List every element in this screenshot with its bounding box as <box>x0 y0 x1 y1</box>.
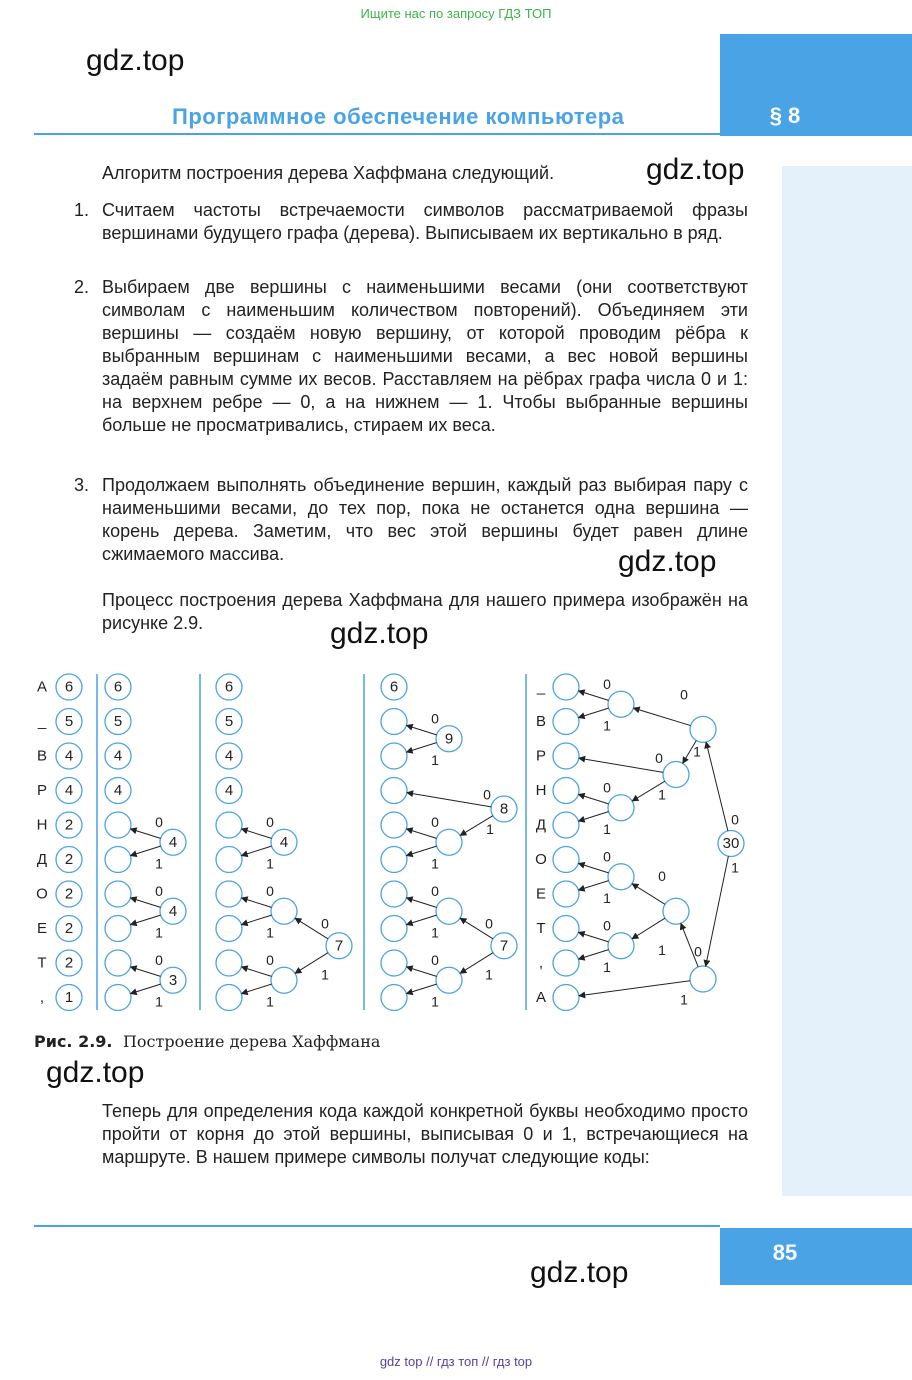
edge-label: 1 <box>431 752 439 768</box>
symbol-label: Д <box>36 851 48 868</box>
edge-label: 1 <box>603 959 611 975</box>
huffman-figure <box>0 660 780 1020</box>
tree-edge <box>241 984 271 993</box>
node-weight: 30 <box>722 835 740 852</box>
edge-label: 0 <box>266 883 274 899</box>
symbol-label: В <box>535 713 547 730</box>
edge-label: 1 <box>486 821 494 837</box>
watermark: gdz.top <box>618 545 717 578</box>
tree-edge <box>578 708 608 717</box>
tree-edge <box>579 758 663 772</box>
node-weight: 7 <box>334 937 344 955</box>
figure-caption <box>34 1032 380 1052</box>
edge-label: 0 <box>731 811 739 828</box>
symbol-label: Р <box>535 747 547 765</box>
node-weight: 4 <box>168 902 178 920</box>
node-weight: 2 <box>64 954 74 972</box>
edge-label: 1 <box>155 993 163 1010</box>
merged-node <box>608 933 634 959</box>
node-weight: 2 <box>64 920 74 937</box>
edge-label: 0 <box>155 952 163 968</box>
step-number: 2. <box>74 277 90 297</box>
header-rule <box>34 133 720 135</box>
step-text: Считаем частоты встречаемости символов рассматриваемой фразы вершинами будущего графа (дерева). Выписываем их вертикально в ряд. <box>102 200 748 243</box>
leaf-node <box>553 881 579 907</box>
page-number: 85 <box>772 1240 798 1265</box>
edge-label: 0 <box>266 814 274 830</box>
leaf-node <box>105 916 131 942</box>
symbol-label: А <box>535 989 547 1006</box>
tree-edge <box>406 743 436 752</box>
leaf-node <box>105 881 131 907</box>
edge-label: 1 <box>431 993 439 1010</box>
tree-edge <box>130 967 160 976</box>
section-number: § 8 <box>769 103 801 128</box>
node-weight: 6 <box>64 678 74 696</box>
leaf-node <box>105 812 131 838</box>
leaf-node <box>553 985 579 1011</box>
leaf-node <box>381 812 407 838</box>
tree-edge <box>633 708 690 726</box>
caption-label: Рис. 2.9. <box>34 1032 113 1051</box>
leaf-node <box>381 950 407 976</box>
node-weight: 4 <box>279 833 289 851</box>
tree-edge <box>130 984 160 993</box>
step-text: Выбираем две вершины с наименьшими весами (они соответствуют символам с наименьшим количеством повторений). Объединяем эти вершины — создаём новую вершину, от которой проводим рёбра к выбранным вершинам с наименьшими весами, а вес новой вершины задаём равным сумме их весов. Расставляем на рёбрах графа числа 0 и 1: на верхнем ребре — 0, а на нижнем — 1. Чтобы выбранные вершины больше не просматривались, стираем их веса. <box>102 277 748 435</box>
node-weight: 4 <box>113 747 123 765</box>
leaf-node <box>553 950 579 976</box>
node-weight: 4 <box>168 833 178 851</box>
tree-edge <box>130 829 160 838</box>
leaf-node <box>216 916 242 942</box>
leaf-node <box>216 950 242 976</box>
node-weight: 1 <box>64 989 74 1006</box>
edge-label: 0 <box>266 952 274 968</box>
leaf-node <box>553 743 579 769</box>
node-weight: 6 <box>113 678 123 696</box>
tree-edge <box>578 881 608 890</box>
node-weight: 2 <box>64 885 74 903</box>
tree-edge <box>706 742 728 831</box>
edge-label: 0 <box>431 710 439 727</box>
edge-label: 1 <box>155 855 163 872</box>
edge-label: 1 <box>266 993 274 1010</box>
merged-node <box>663 762 689 788</box>
watermark: gdz.top <box>86 44 185 77</box>
node-weight: 5 <box>224 713 234 730</box>
merged-node <box>436 967 462 993</box>
node-weight: 8 <box>499 800 509 818</box>
edge-label: 1 <box>266 924 274 941</box>
edge-label: 0 <box>483 786 491 803</box>
leaf-node <box>381 778 407 804</box>
step-number: 3. <box>74 475 90 495</box>
tree-edge <box>578 812 608 821</box>
tree-edge <box>406 984 436 993</box>
top-banner[interactable]: Ищите нас по запросу ГДЗ ТОП <box>360 6 552 21</box>
tree-edge <box>241 967 271 976</box>
symbol-label: Д <box>535 816 547 834</box>
edge-label: 1 <box>603 821 611 837</box>
edge-label: 0 <box>321 915 329 932</box>
symbol-label: Н <box>535 782 547 799</box>
symbol-label: Е <box>36 920 48 937</box>
symbol-label: Т <box>37 954 47 972</box>
edge-label: 0 <box>655 750 663 766</box>
leaf-node <box>553 674 579 700</box>
caption-text: Построение дерева Хаффмана <box>122 1032 381 1051</box>
tree-edge <box>130 898 160 907</box>
edge-label: 0 <box>431 952 439 968</box>
tree-edge <box>578 950 608 959</box>
merged-node <box>690 716 716 742</box>
edge-label: 0 <box>603 676 611 692</box>
edge-label: 0 <box>431 814 439 830</box>
edge-label: 0 <box>680 686 688 703</box>
symbol-label: , <box>538 954 544 972</box>
step-text: Продолжаем выполнять объединение вершин, каждый раз выбирая пару с наименьшими весами, до тех пор, пока не останется одна вершина — корень дерева. Заметим, что вес этой вершины будет равен длине сжимаемого массива. <box>102 475 748 564</box>
edge-label: 1 <box>658 941 666 958</box>
tree-edge <box>406 725 436 734</box>
node-weight: 7 <box>499 937 509 955</box>
footer-rule <box>34 1225 720 1227</box>
node-weight: 2 <box>64 851 74 868</box>
tree-edge <box>241 829 271 838</box>
edge-label: 1 <box>431 855 439 872</box>
tree-edge <box>241 915 271 924</box>
edge-label: 0 <box>694 943 702 960</box>
leaf-node <box>381 743 407 769</box>
edge-label: 1 <box>431 924 439 941</box>
node-weight: 4 <box>64 782 74 799</box>
edge-label: 0 <box>431 883 439 899</box>
symbol-label: А <box>36 678 48 696</box>
tree-edge <box>407 793 491 807</box>
leaf-node <box>381 916 407 942</box>
symbol-label: Р <box>36 782 48 799</box>
tree-edge <box>578 794 608 803</box>
edge-label: 0 <box>155 883 163 899</box>
symbol-label: Е <box>535 885 547 903</box>
leaf-node <box>553 778 579 804</box>
leaf-node <box>216 812 242 838</box>
symbol-label: Т <box>536 920 546 937</box>
tree-edge <box>406 898 436 907</box>
leaf-node <box>553 847 579 873</box>
node-weight: 4 <box>64 747 74 765</box>
tree-edge <box>406 915 436 924</box>
edge-label: 1 <box>603 717 611 734</box>
leaf-node <box>381 881 407 907</box>
edge-label: 1 <box>485 966 493 983</box>
symbol-label: В <box>36 747 48 765</box>
merged-node <box>608 864 634 890</box>
footer-links[interactable]: gdz top // гдз топ // гдз top <box>379 1354 533 1369</box>
node-weight: 4 <box>224 782 234 799</box>
leaf-node <box>216 881 242 907</box>
tree-edge <box>130 915 160 924</box>
leaf-node <box>216 985 242 1011</box>
edge-label: 1 <box>321 966 329 983</box>
watermark: gdz.top <box>46 1056 145 1089</box>
edge-label: 1 <box>266 855 274 872</box>
symbol-label: , <box>39 989 45 1006</box>
leaf-node <box>553 916 579 942</box>
symbol-label: О <box>535 851 547 868</box>
node-weight: 2 <box>64 816 74 834</box>
edge-label: 0 <box>603 779 611 796</box>
conclusion-text: Теперь для определения кода каждой конкретной буквы необходимо просто пройти от корня до этой вершины, выписывая 0 и 1, встречающиеся на маршруте. В нашем примере символы получат следующие коды: <box>102 1101 748 1167</box>
side-panel <box>782 166 912 1196</box>
edge-label: 0 <box>155 814 163 830</box>
leaf-node <box>381 985 407 1011</box>
leaf-node <box>105 847 131 873</box>
leaf-node <box>381 709 407 735</box>
tree-edge <box>406 967 436 976</box>
merged-node <box>690 966 716 992</box>
tree-edge <box>578 863 608 872</box>
edge-label: 0 <box>603 848 611 865</box>
edge-label: 1 <box>658 786 666 803</box>
watermark: gdz.top <box>530 1256 629 1289</box>
page-header-title: Программное обеспечение компьютера <box>172 104 625 129</box>
node-weight: 9 <box>444 730 454 748</box>
edge-label: 0 <box>658 867 666 884</box>
merged-node <box>608 795 634 821</box>
tree-edge <box>579 981 690 996</box>
leaf-node <box>381 847 407 873</box>
merged-node <box>663 898 689 924</box>
edge-label: 1 <box>603 890 611 906</box>
tree-edge <box>578 932 608 941</box>
node-weight: 5 <box>113 713 123 730</box>
node-weight: 4 <box>113 782 123 799</box>
step-number: 1. <box>74 200 90 220</box>
process-text: Процесс построения дерева Хаффмана для нашего примера изображён на рисунке 2.9. <box>102 590 748 633</box>
leaf-node <box>105 950 131 976</box>
merged-node <box>436 829 462 855</box>
leaf-node <box>216 847 242 873</box>
tree-edge <box>706 856 729 966</box>
edge-label: 1 <box>731 859 739 876</box>
edge-label: 0 <box>485 915 493 932</box>
node-weight: 6 <box>224 678 234 696</box>
tree-edge <box>406 829 436 838</box>
merged-node <box>436 898 462 924</box>
node-weight: 6 <box>389 678 399 696</box>
intro-text: Алгоритм построения дерева Хаффмана следующий. <box>102 163 555 183</box>
tree-edge <box>241 898 271 907</box>
tree-edge <box>241 846 271 855</box>
symbol-label: Н <box>36 816 48 834</box>
symbol-label: _ <box>37 713 47 730</box>
leaf-node <box>105 985 131 1011</box>
edge-label: 1 <box>693 743 701 760</box>
edge-label: 1 <box>680 991 688 1008</box>
tree-edge <box>406 846 436 855</box>
tree-edge <box>632 918 665 939</box>
edge-label: 0 <box>603 917 611 934</box>
tree-edge <box>632 884 665 905</box>
watermark: gdz.top <box>330 617 429 650</box>
node-weight: 4 <box>224 747 234 765</box>
edge-label: 1 <box>155 924 163 941</box>
tree-edge <box>130 846 160 855</box>
merged-node <box>608 691 634 717</box>
leaf-node <box>553 709 579 735</box>
symbol-label: _ <box>536 678 546 696</box>
tree-edge <box>578 691 608 700</box>
node-weight: 5 <box>64 713 74 730</box>
leaf-node <box>553 812 579 838</box>
merged-node <box>271 898 297 924</box>
watermark: gdz.top <box>646 153 745 186</box>
symbol-label: О <box>36 885 48 903</box>
node-weight: 3 <box>168 971 178 989</box>
merged-node <box>271 967 297 993</box>
